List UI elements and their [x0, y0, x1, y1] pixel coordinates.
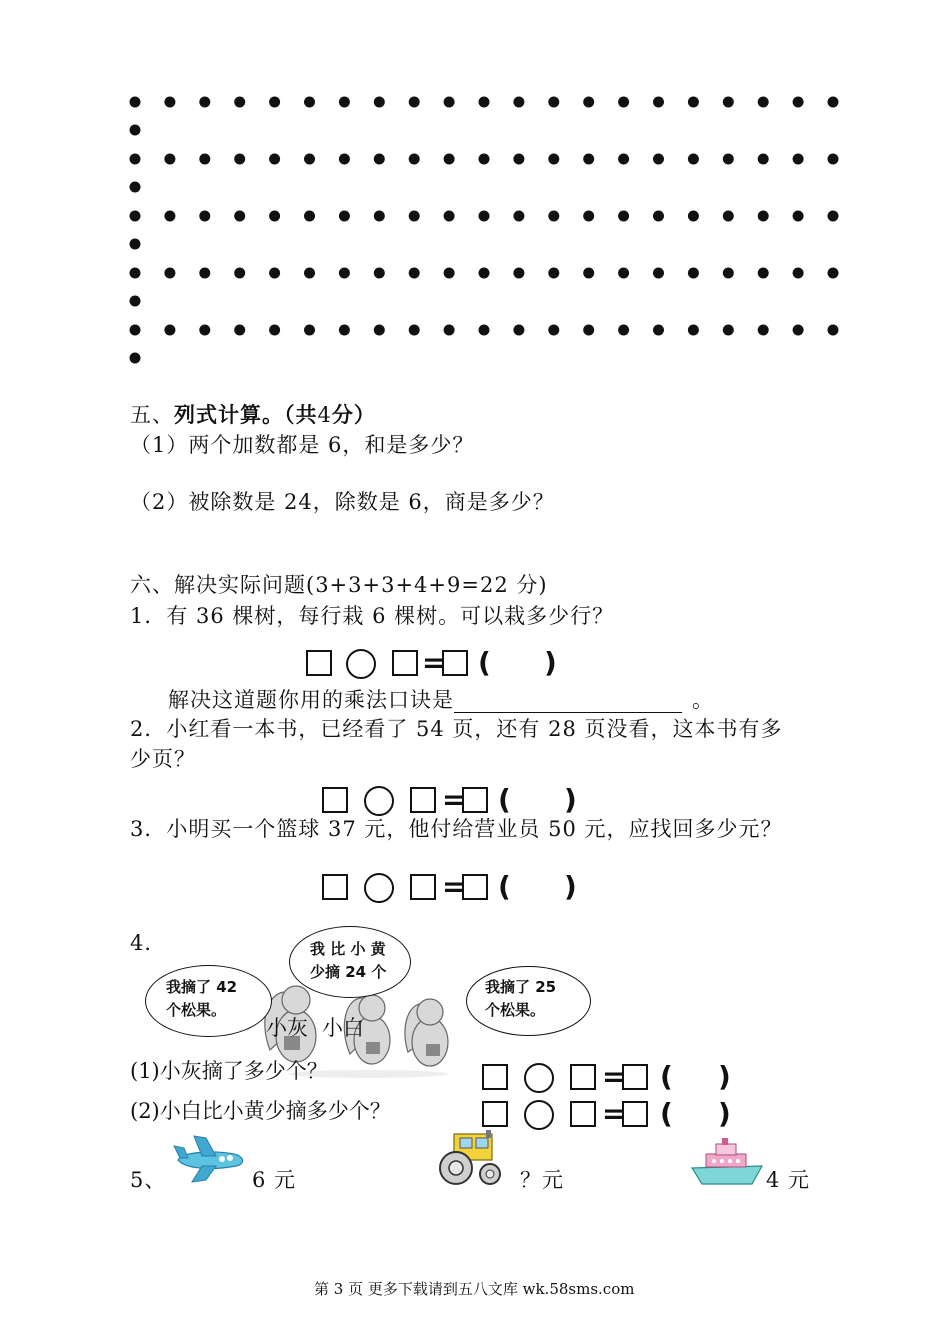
grid-dot [409, 211, 420, 222]
paren-open: ( [478, 646, 491, 679]
grid-dot [653, 211, 664, 222]
grid-dot [130, 97, 141, 108]
paren-close: ) [544, 646, 557, 679]
grid-dot [304, 154, 315, 165]
grid-dot [409, 325, 420, 336]
grid-dot [653, 268, 664, 279]
squirrel-label-gray: 小灰 [266, 1016, 308, 1040]
grid-dot [548, 154, 559, 165]
grid-dot [618, 268, 629, 279]
grid-dot [269, 154, 280, 165]
grid-dot [374, 97, 385, 108]
grid-dot [409, 268, 420, 279]
grid-dot [513, 211, 524, 222]
grid-dot [758, 325, 769, 336]
boat-price: 4 元 [766, 1168, 811, 1192]
page-footer: 第 3 页 更多下载请到五八文库 wk.58sms.com [314, 1280, 635, 1298]
problem-4-number: 4． [130, 931, 167, 955]
equals-sign: = [442, 870, 466, 903]
grid-dot [130, 325, 141, 336]
equals-sign: = [602, 1097, 626, 1130]
paren-open: ( [660, 1097, 673, 1130]
grid-dot [688, 154, 699, 165]
paren-close: ) [718, 1060, 731, 1093]
operator-circle[interactable] [346, 649, 376, 679]
problem-4-formula-2 [482, 1099, 742, 1133]
tractor-price: ？元 [520, 1168, 564, 1192]
problem-2-formula [322, 785, 582, 819]
grid-dot [793, 325, 804, 336]
tractor-icon [436, 1128, 506, 1188]
grid-dot [513, 97, 524, 108]
equals-sign: = [442, 783, 466, 816]
grid-dot [409, 154, 420, 165]
answer-box[interactable] [306, 650, 332, 676]
grid-dot [130, 239, 141, 250]
grid-dot [234, 268, 245, 279]
problem-1-text: 1．有 36 棵树，每行栽 6 棵树。可以栽多少行？ [130, 604, 615, 628]
grid-dot [444, 211, 455, 222]
grid-dot [269, 97, 280, 108]
answer-box[interactable] [570, 1064, 596, 1090]
grid-dot [479, 97, 490, 108]
section5-heading: 五、列式计算。（共4分） [130, 402, 376, 427]
grid-dot [688, 97, 699, 108]
grid-dot [130, 268, 141, 279]
answer-box[interactable] [442, 650, 468, 676]
grid-dot [339, 154, 350, 165]
grid-dot [513, 154, 524, 165]
answer-box[interactable] [570, 1101, 596, 1127]
grid-dot [828, 211, 839, 222]
grid-dot [479, 211, 490, 222]
grid-dot [618, 97, 629, 108]
airplane-icon [172, 1130, 248, 1186]
speech-bubble-middle: 我 比 小 黄 少摘 24 个 [289, 926, 411, 998]
grid-dot [130, 211, 141, 222]
grid-dot [304, 211, 315, 222]
section5-question-1: （1）两个加数都是 6，和是多少？ [130, 433, 475, 457]
grid-dot [513, 325, 524, 336]
grid-dot [793, 154, 804, 165]
grid-dot [234, 325, 245, 336]
answer-box[interactable] [410, 787, 436, 813]
dot-grid [0, 0, 950, 380]
grid-dot [339, 325, 350, 336]
grid-dot [444, 154, 455, 165]
problem-1-formula [306, 648, 566, 682]
problem-4-question-1: (1)小灰摘了多少个？ [130, 1059, 328, 1083]
answer-box[interactable] [622, 1101, 648, 1127]
paren-close: ) [564, 870, 577, 903]
grid-dot [339, 211, 350, 222]
paren-close: ) [718, 1097, 731, 1130]
grid-dot [723, 211, 734, 222]
grid-dot [234, 97, 245, 108]
grid-dot [758, 268, 769, 279]
grid-dot [828, 325, 839, 336]
grid-dot [653, 154, 664, 165]
grid-dot [653, 325, 664, 336]
grid-dot [269, 211, 280, 222]
grid-dot [583, 325, 594, 336]
grid-dot [583, 97, 594, 108]
grid-dot [618, 325, 629, 336]
grid-dot [688, 268, 699, 279]
grid-dot [199, 211, 210, 222]
grid-dot [828, 268, 839, 279]
answer-box[interactable] [322, 787, 348, 813]
operator-circle[interactable] [524, 1100, 554, 1130]
answer-box[interactable] [392, 650, 418, 676]
grid-dot [164, 154, 175, 165]
grid-dot [374, 211, 385, 222]
paren-open: ( [498, 783, 511, 816]
squirrel-label-white: 小白 [322, 1016, 364, 1040]
grid-dot [130, 125, 141, 136]
paren-close: ) [564, 783, 577, 816]
grid-dot [339, 268, 350, 279]
grid-dot [444, 97, 455, 108]
grid-dot [199, 325, 210, 336]
problem-4-question-2: (2)小白比小黄少摘多少个？ [130, 1099, 391, 1123]
speech-bubble-left: 我摘了 42 个松果。 [145, 965, 272, 1037]
speech-bubble-right: 我摘了 25 个松果。 [466, 966, 591, 1036]
grid-dot [828, 97, 839, 108]
grid-dot [618, 211, 629, 222]
grid-dot [479, 325, 490, 336]
grid-dot [758, 211, 769, 222]
answer-box[interactable] [410, 874, 436, 900]
equals-sign: = [602, 1060, 626, 1093]
grid-dot [269, 268, 280, 279]
answer-box[interactable] [462, 787, 488, 813]
grid-dot [513, 268, 524, 279]
grid-dot [164, 97, 175, 108]
problem-2-line-1: 2．小红看一本书，已经看了 54 页，还有 28 页没看，这本书有多 [130, 717, 783, 741]
section5-question-2: （2）被除数是 24，除数是 6，商是多少？ [130, 490, 555, 514]
grid-dot [130, 154, 141, 165]
problem-3-formula [322, 872, 582, 906]
answer-box[interactable] [322, 874, 348, 900]
paren-open: ( [498, 870, 511, 903]
grid-dot [723, 268, 734, 279]
grid-dot [409, 97, 420, 108]
paren-open: ( [660, 1060, 673, 1093]
grid-dot [130, 353, 141, 364]
grid-dot [758, 154, 769, 165]
grid-dot [374, 154, 385, 165]
grid-dot [130, 296, 141, 307]
grid-dot [548, 325, 559, 336]
answer-box[interactable] [622, 1064, 648, 1090]
problem-3-text: 3．小明买一个篮球 37 元，他付给营业员 50 元，应找回多少元？ [130, 817, 783, 841]
operator-circle[interactable] [524, 1063, 554, 1093]
answer-box[interactable] [462, 874, 488, 900]
airplane-price: 6 元 [252, 1168, 297, 1192]
grid-dot [653, 97, 664, 108]
grid-dot [723, 154, 734, 165]
grid-dot [723, 325, 734, 336]
grid-dot [548, 268, 559, 279]
grid-dot [583, 268, 594, 279]
equals-sign: = [422, 646, 446, 679]
grid-dot [583, 154, 594, 165]
grid-dot [269, 325, 280, 336]
grid-dot [304, 97, 315, 108]
answer-box[interactable] [482, 1101, 508, 1127]
grid-dot [130, 182, 141, 193]
grid-dot [339, 97, 350, 108]
grid-dot [199, 268, 210, 279]
grid-dot [688, 325, 699, 336]
grid-dot [758, 97, 769, 108]
grid-dot [583, 211, 594, 222]
problem-4-formula-1 [482, 1062, 742, 1096]
grid-dot [793, 268, 804, 279]
grid-dot [723, 97, 734, 108]
section6-heading: 六、解决实际问题(3+3+3+4+9=22 分) [130, 573, 548, 597]
grid-dot [234, 154, 245, 165]
grid-dot [304, 325, 315, 336]
operator-circle[interactable] [364, 873, 394, 903]
boat-icon [690, 1136, 764, 1190]
grid-dot [479, 268, 490, 279]
grid-dot [199, 97, 210, 108]
grid-dot [688, 211, 699, 222]
grid-dot [199, 154, 210, 165]
grid-dot [374, 325, 385, 336]
grid-dot [548, 211, 559, 222]
grid-dot [828, 154, 839, 165]
problem-5-number: 5、 [130, 1168, 167, 1192]
operator-circle[interactable] [364, 786, 394, 816]
grid-dot [793, 97, 804, 108]
grid-dot [164, 325, 175, 336]
answer-box[interactable] [482, 1064, 508, 1090]
grid-dot [793, 211, 804, 222]
grid-dot [234, 211, 245, 222]
grid-dot [444, 325, 455, 336]
grid-dot [548, 97, 559, 108]
grid-dot [304, 268, 315, 279]
grid-dot [618, 154, 629, 165]
grid-dot [164, 211, 175, 222]
answer-blank[interactable] [454, 690, 682, 713]
problem-1-hint: 解决这道题你用的乘法口诀是 。 [168, 688, 714, 712]
grid-dot [164, 268, 175, 279]
grid-dot [444, 268, 455, 279]
problem-2-line-2: 少页？ [130, 747, 196, 771]
grid-dot [374, 268, 385, 279]
grid-dot [479, 154, 490, 165]
